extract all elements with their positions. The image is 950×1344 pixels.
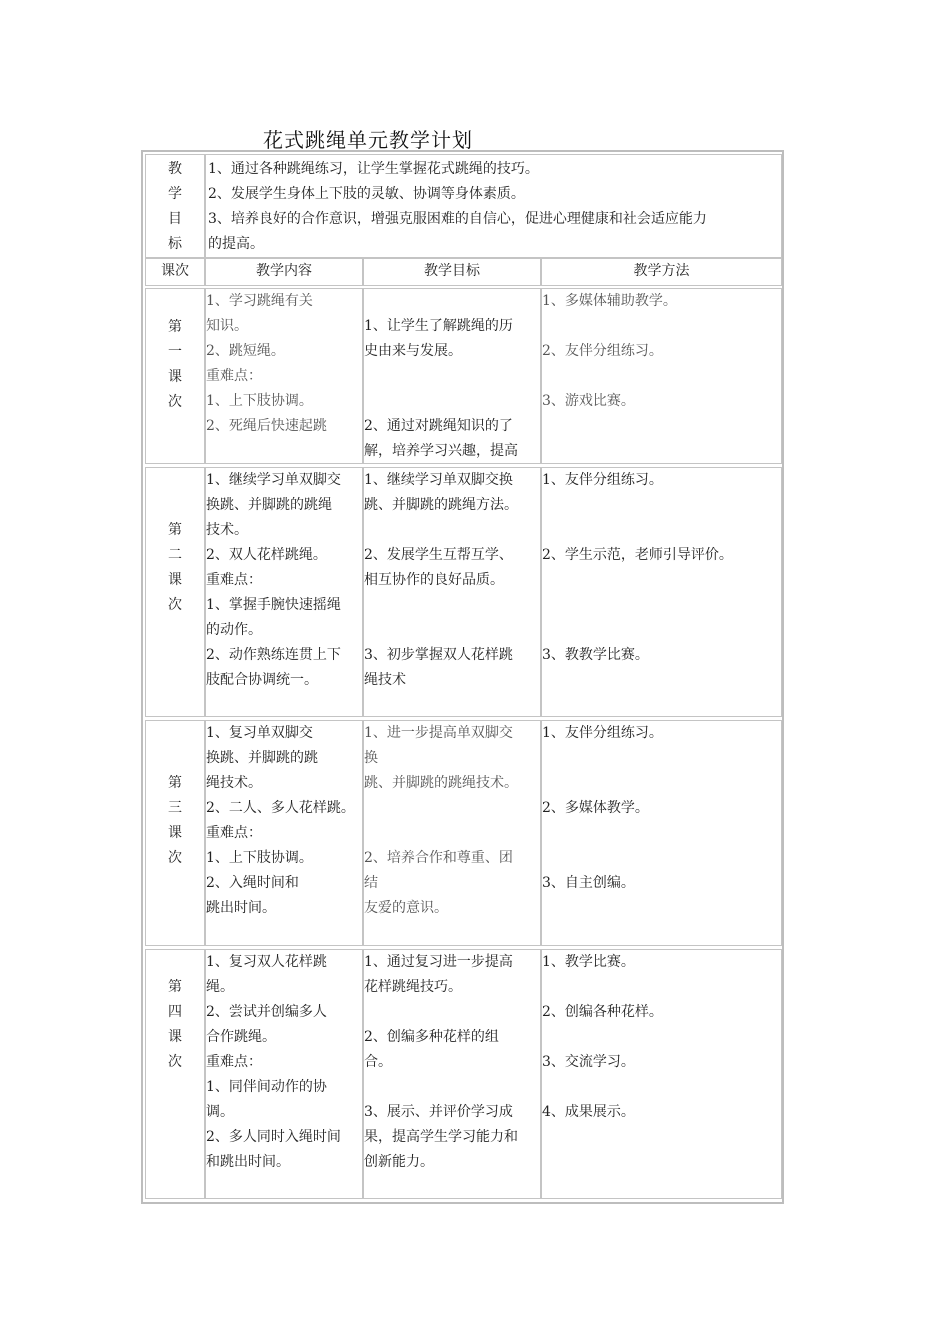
header-methods: 教学方法: [541, 258, 782, 286]
goal-label-char: 教: [168, 161, 182, 177]
lesson-methods-cell: [541, 467, 782, 717]
goal-text-cell: [205, 154, 782, 258]
lesson-label-char: 次: [168, 1054, 182, 1070]
lesson-label-char: 二: [168, 547, 182, 563]
lesson-label-cell: [145, 720, 205, 946]
lesson-methods: 1、友伴分组练习。 2、多媒体教学。 3、自主创编。: [542, 725, 663, 891]
lesson-label-char: 课: [168, 572, 182, 588]
lesson-label-char: 第: [168, 319, 182, 335]
lesson-label-char: 四: [168, 1004, 182, 1020]
lesson-content-cell: [205, 467, 363, 717]
lesson-label-cell: [145, 949, 205, 1199]
lesson-goals-cell: [363, 288, 541, 464]
lesson-label-char: 一: [168, 344, 182, 360]
lesson-content: 1、复习单双脚交 换跳、并脚跳的跳 绳技术。 2、二人、多人花样跳。 重难点： 1、上下肢协调。 2、入绳时间和 跳出时间。: [206, 725, 355, 916]
lesson-methods: 1、教学比赛。 2、创编各种花样。 3、交流学习。 4、成果展示。: [542, 954, 663, 1120]
lesson-label-char: 次: [168, 850, 182, 866]
header-goals: 教学目标: [363, 258, 541, 286]
lesson-label-char: 第: [168, 979, 182, 995]
lesson-label-char: 第: [168, 522, 182, 538]
lesson-row-3: [143, 720, 782, 946]
lesson-label-cell: [145, 467, 205, 717]
lesson-methods: 1、友伴分组练习。 2、学生示范，老师引导评价。 3、教教学比赛。: [542, 472, 733, 663]
lesson-goals-cell: [363, 949, 541, 1199]
lesson-methods-cell: [541, 720, 782, 946]
lesson-content: 1、继续学习单双脚交 换跳、并脚跳的跳绳 技术。 2、双人花样跳绳。 重难点： 1、掌握手腕快速摇绳 的动作。 2、动作熟练连贯上下 肢配合协调统一。: [206, 472, 341, 688]
goal-line: 的提高。: [208, 236, 264, 252]
lesson-content-cell: [205, 949, 363, 1199]
header-lesson: 课次: [145, 258, 205, 286]
lesson-label-cell: [145, 288, 205, 464]
lesson-goals: 1、让学生了解跳绳的历 史由来与发展。 2、通过对跳绳知识的了 解，培养学习兴趣，提高: [364, 318, 518, 459]
lesson-content-cell: [205, 720, 363, 946]
lesson-label-char: 次: [168, 597, 182, 613]
lesson-label-char: 课: [168, 1029, 182, 1045]
lesson-row-1: [143, 288, 782, 464]
lesson-label-char: 三: [168, 800, 182, 816]
lesson-label-char: 次: [168, 394, 182, 410]
lesson-label-char: 第: [168, 775, 182, 791]
lesson-methods-cell: [541, 949, 782, 1199]
page-title: 花式跳绳单元教学计划: [263, 128, 473, 152]
header-content: 教学内容: [205, 258, 363, 286]
goal-label-char: 目: [168, 211, 182, 227]
plan-table: [141, 150, 784, 1204]
lesson-content: 1、复习双人花样跳 绳。 2、尝试并创编多人 合作跳绳。 重难点： 1、同伴间动作的协 调。 2、多人同时入绳时间 和跳出时间。: [206, 954, 341, 1170]
lesson-row-2: [143, 467, 782, 717]
lesson-goals: 1、进一步提高单双脚交 换 跳、并脚跳的跳绳技术。 2、培养合作和尊重、团 结 友爱的意识。: [364, 725, 518, 916]
header-row: [143, 258, 782, 286]
goal-label-cell: [145, 154, 205, 258]
lesson-content: 1、学习跳绳有关 知识。 2、跳短绳。 重难点： 1、上下肢协调。 2、死绳后快速起跳: [206, 293, 327, 434]
goal-row: [143, 154, 782, 258]
goal-label-char: 标: [168, 236, 182, 252]
lesson-label-char: 课: [168, 369, 182, 385]
goal-line: 1、通过各种跳绳练习，让学生掌握花式跳绳的技巧。: [208, 161, 539, 177]
lesson-goals-cell: [363, 467, 541, 717]
lesson-row-4: [143, 949, 782, 1199]
lesson-methods: 1、多媒体辅助教学。 2、友伴分组练习。 3、游戏比赛。: [542, 293, 677, 409]
lesson-content-cell: [205, 288, 363, 464]
lesson-goals-cell: [363, 720, 541, 946]
lesson-goals: 1、通过复习进一步提高 花样跳绳技巧。 2、创编多种花样的组 合。 3、展示、并评价学习成 果，提高学生学习能力和 创新能力。: [364, 954, 518, 1170]
goal-line: 3、培养良好的合作意识，增强克服困难的自信心，促进心理健康和社会适应能力: [208, 211, 707, 227]
goal-line: 2、发展学生身体上下肢的灵敏、协调等身体素质。: [208, 186, 525, 202]
lesson-goals: 1、继续学习单双脚交换 跳、并脚跳的跳绳方法。 2、发展学生互帮互学、 相互协作的良好品质。 3、初步掌握双人花样跳 绳技术: [364, 472, 518, 688]
lesson-label-char: 课: [168, 825, 182, 841]
lesson-methods-cell: [541, 288, 782, 464]
goal-label-char: 学: [168, 186, 182, 202]
